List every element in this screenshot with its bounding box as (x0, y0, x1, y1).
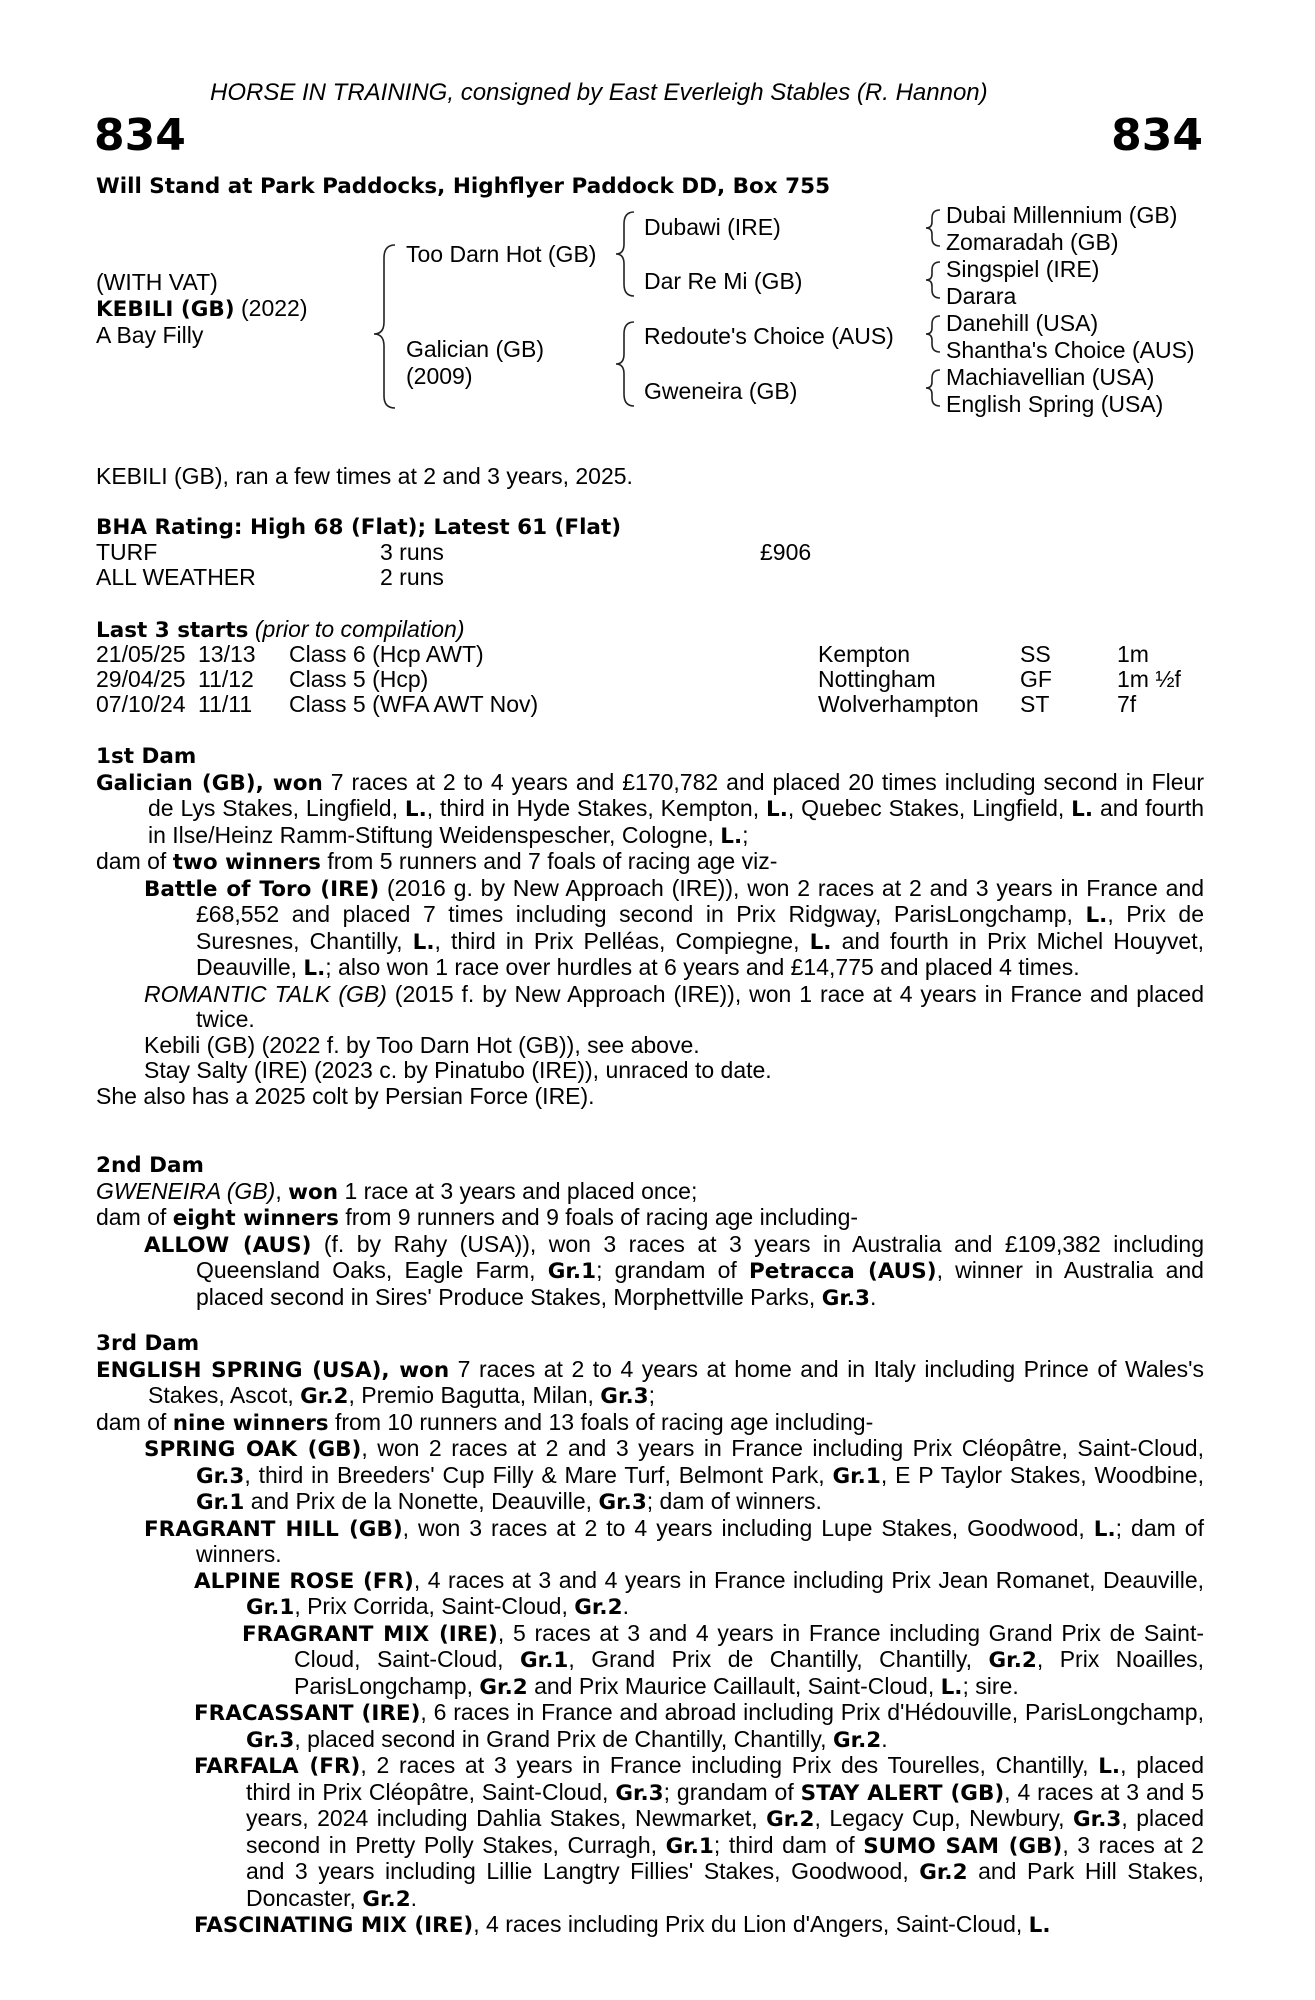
produce-record (96, 1232, 1204, 1312)
pedigree-sire-dam: Dar Re Mi (GB) (644, 268, 803, 294)
third-dam-heading: 3rd Dam (96, 1331, 200, 1356)
text-run: . (870, 1283, 877, 1310)
text-run: Gr.3 (598, 1490, 647, 1515)
text-run: , Prix de Suresnes, Chantilly, (196, 901, 1204, 954)
horse-year: (2022) (234, 295, 308, 321)
text-run: . (622, 1593, 629, 1619)
first-dam-section (96, 744, 1204, 1109)
text-run: two winners (172, 850, 321, 875)
text-run: , 4 races including Prix du Lion d'Angers, Saint-Cloud, (473, 1911, 1029, 1937)
text-run: from 5 runners and 7 foals of racing age viz- (320, 848, 778, 874)
text-run: , won 2 races at 2 and 3 years in France including Prix Cléopâtre, Saint-Cloud, (361, 1435, 1204, 1461)
text-run: , 3 races at 2 and 3 years including Lillie Langtry Fillies' Stakes, Goodwood, (246, 1831, 1204, 1884)
horse-description: A Bay Filly (96, 322, 204, 348)
brace-sire (616, 212, 634, 296)
text-run: 7 races at 2 to 4 years and £170,782 and placed 20 times including second in Fleur de Lys Stakes, Lingfield, (148, 768, 1204, 821)
dam-paragraph (96, 1357, 1204, 1410)
text-run: L. (303, 956, 326, 981)
dam-paragraph (96, 1410, 1204, 1437)
produce-record (96, 1568, 1204, 1621)
text-run: , 2 races at 3 years in France including Prix des Tourelles, Chantilly, (360, 1752, 1099, 1778)
text-run: L. (940, 1674, 963, 1700)
pedigree-dam-dam: Gweneira (GB) (644, 378, 798, 404)
text-run: ; third dam of (713, 1831, 864, 1858)
produce-record (96, 1621, 1204, 1701)
start-class: Class 5 (Hcp) (289, 666, 429, 692)
text-run: FRAGRANT HILL (GB) (144, 1516, 403, 1542)
start-distance: 7f (1117, 691, 1137, 717)
start-position: 11/12 (198, 666, 254, 692)
text-run: eight winners (172, 1206, 339, 1231)
pedigree-dsd: Shantha's Choice (AUS) (946, 337, 1195, 363)
pedigree-dds: Machiavellian (USA) (946, 364, 1155, 390)
second-dam-section (96, 1153, 1204, 1311)
text-run: dam of (96, 1204, 173, 1230)
brace-ds (926, 316, 940, 352)
text-run: Battle of Toro (IRE) (144, 876, 380, 902)
start-distance: 1m ½f (1117, 666, 1181, 692)
text-run: L. (1093, 1516, 1116, 1542)
start-class: Class 6 (Hcp AWT) (289, 641, 484, 667)
text-run: , 4 races at 3 and 5 years, 2024 including Dahlia Stakes, Newmarket, (246, 1778, 1204, 1831)
text-run: , Prix Noailles, ParisLongchamp, (294, 1646, 1205, 1699)
third-dam-section (96, 1331, 1204, 1939)
pedigree-ssd: Zomaradah (GB) (946, 229, 1119, 255)
lot-number-left: 834 (94, 110, 186, 161)
pedigree-dam-sire: Redoute's Choice (AUS) (644, 323, 894, 349)
text-run: L. (1071, 797, 1094, 822)
text-run: ; dam of winners. (646, 1488, 822, 1514)
rating-row-surface: TURF (96, 539, 158, 565)
brace-ss (926, 210, 940, 246)
text-run: and fourth in Prix Michel Houyvet, Deauville, (196, 927, 1204, 980)
text-run: , third in Prix Pelléas, Compiegne, (434, 927, 810, 954)
text-run: (f. by Rahy (USA)), won 3 races at 3 years in Australia and £109,382 including Queensland Oaks, Eagle Farm, (196, 1230, 1205, 1283)
produce-record (96, 1912, 1204, 1939)
text-run: 7 races at 2 to 4 years at home and in Italy including Prince of Wales's Stakes, Ascot, (148, 1355, 1204, 1408)
lot-number-right: 834 (1111, 110, 1203, 161)
text-run: . (881, 1725, 888, 1752)
pedigree-sdd: Darara (946, 283, 1017, 309)
start-position: 13/13 (198, 641, 256, 667)
text-run: Gr.3 (246, 1727, 295, 1753)
pedigree-ddd: English Spring (USA) (946, 391, 1164, 417)
start-date: 29/04/25 (96, 666, 186, 692)
dam-paragraph (96, 1205, 1204, 1232)
text-run: and fourth in Ilse/Heinz Ramm-Stiftung Weidenspescher, Cologne, (148, 795, 1205, 848)
text-run: nine winners (172, 1410, 329, 1436)
text-run: Gr.2 (988, 1648, 1037, 1673)
text-run: Gr.3 (196, 1463, 245, 1489)
second-dam-heading: 2nd Dam (96, 1153, 204, 1178)
text-run: (2016 g. by New Approach (IRE)), won 2 races at 2 and 3 years in France and £68,552 and placed 7 times including second in Prix Ridgway, ParisLongchamp, (196, 874, 1204, 927)
text-run: , placed second in Pretty Polly Stakes, Curragh, (246, 1805, 1205, 1858)
text-run: FRACASSANT (IRE) (194, 1701, 421, 1726)
produce-record (96, 982, 1204, 1033)
text-run: , Grand Prix de Chantilly, Chantilly, (568, 1646, 989, 1672)
text-run: (2015 f. by New Approach (IRE)), won 1 race at 4 years in France and placed twice. (196, 980, 1204, 1032)
text-run: L. (720, 823, 743, 849)
text-run: . (410, 1884, 418, 1911)
start-course: Kempton (818, 641, 911, 667)
produce-record (96, 1436, 1204, 1516)
pedigree-sire-sire: Dubawi (IRE) (644, 214, 781, 240)
text-run: , placed third in Prix Cléopâtre, Saint-Cloud, (246, 1752, 1204, 1805)
text-run: Gr.3 (821, 1285, 871, 1311)
start-course: Nottingham (818, 666, 936, 692)
produce-record (96, 1058, 1204, 1084)
text-run: Galician (GB), won (96, 770, 323, 796)
starts-heading: Last 3 starts (96, 618, 249, 643)
rating-row-runs: 2 runs (380, 564, 444, 590)
text-run: Gr.2 (300, 1384, 349, 1409)
text-run: ; sire. (962, 1672, 1019, 1699)
text-run: ; (742, 821, 749, 848)
text-run: Gr.2 (362, 1886, 411, 1912)
produce-record (96, 1700, 1204, 1753)
text-run: , 6 races in France and abroad including Prix d'Hédouville, ParisLongchamp, (420, 1699, 1204, 1725)
text-run: Gr.2 (574, 1595, 623, 1620)
text-run: dam of (96, 848, 173, 874)
text-run: Gr.3 (615, 1780, 664, 1806)
text-run: , third in Breeders' Cup Filly & Mare Turf, Belmont Park, (244, 1461, 833, 1488)
text-run: SUMO SAM (GB) (863, 1833, 1063, 1859)
text-run: Gr.1 (665, 1833, 714, 1859)
text-run: L. (1028, 1913, 1051, 1938)
text-run: L. (1085, 903, 1108, 928)
text-run: , E P Taylor Stakes, Woodbine, (880, 1461, 1204, 1488)
text-run: L. (766, 797, 788, 822)
text-run: Gr.2 (832, 1727, 882, 1753)
text-run: GWENEIRA (GB) (96, 1177, 276, 1204)
pedigree-sss: Dubai Millennium (GB) (946, 202, 1178, 228)
text-run: , Prix Corrida, Saint-Cloud, (294, 1593, 575, 1619)
text-run: , Premio Bagutta, Milan, (348, 1382, 601, 1408)
text-run: ROMANTIC TALK (GB) (144, 980, 387, 1007)
text-run: Gr.3 (1073, 1807, 1122, 1832)
pedigree-sds: Singspiel (IRE) (946, 256, 1100, 282)
rating-heading: BHA Rating: High 68 (Flat); Latest 61 (Flat) (96, 515, 622, 540)
text-run: Gr.1 (246, 1595, 295, 1620)
text-run: Petracca (AUS) (748, 1259, 937, 1284)
produce-note (96, 1084, 1204, 1110)
text-run: , Legacy Cup, Newbury, (814, 1805, 1074, 1831)
text-run: L. (809, 929, 832, 955)
text-run: L. (412, 929, 435, 955)
stand-location: Will Stand at Park Paddocks, Highflyer Paddock DD, Box 755 (96, 174, 831, 199)
text-run: ; grandam of (663, 1778, 801, 1805)
start-going: GF (1020, 666, 1052, 692)
text-run: and Park Hill Stakes, Doncaster, (246, 1858, 1205, 1911)
text-run: L. (404, 797, 427, 822)
text-run: STAY ALERT (GB) (800, 1780, 1005, 1806)
starts-note: (prior to compilation) (248, 616, 465, 642)
produce-record (96, 1033, 1204, 1059)
start-distance: 1m (1117, 641, 1149, 667)
text-run: ALPINE ROSE (FR) (194, 1568, 414, 1594)
brace-main (374, 245, 395, 408)
start-class: Class 5 (WFA AWT Nov) (289, 691, 539, 717)
text-run: and Prix Maurice Caillault, Saint-Cloud, (527, 1672, 941, 1699)
first-dam-heading: 1st Dam (96, 744, 197, 769)
text-run: from 9 runners and 9 foals of racing age including- (338, 1204, 859, 1230)
text-run: won (288, 1179, 339, 1205)
text-run: , won 3 races at 2 to 4 years including Lupe Stakes, Goodwood, (402, 1514, 1094, 1541)
text-run: ALLOW (AUS) (144, 1232, 312, 1258)
text-run: FASCINATING MIX (IRE) (194, 1913, 474, 1938)
text-run: ; dam of winners. (196, 1514, 1204, 1567)
text-run: dam of (96, 1408, 173, 1435)
text-run: Gr.1 (832, 1463, 881, 1489)
produce-record (96, 1516, 1204, 1568)
text-run: from 10 runners and 13 foals of racing age including- (328, 1408, 874, 1435)
text-run: , (275, 1177, 289, 1204)
text-run: , 5 races at 3 and 4 years in France including Grand Prix de Saint-Cloud, Saint-Cloud, (294, 1619, 1204, 1672)
starts-heading-line (96, 617, 465, 644)
brace-dam (616, 322, 634, 406)
text-run: , 4 races at 3 and 4 years in France including Prix Jean Romanet, Deauville, (413, 1566, 1205, 1593)
start-position: 11/11 (198, 691, 253, 717)
rating-row-earnings: £906 (760, 539, 812, 565)
text-run: Gr.1 (547, 1259, 597, 1284)
catalogue-header: HORSE IN TRAINING, consigned by East Everleigh Stables (R. Hannon) (210, 79, 988, 106)
rating-row-runs: 3 runs (380, 539, 444, 565)
text-run: She also has a 2025 colt by Persian Force (IRE). (96, 1082, 595, 1109)
text-run: , placed second in Grand Prix de Chantilly, Chantilly, (294, 1725, 833, 1752)
text-run: FARFALA (FR) (194, 1754, 361, 1779)
brace-sd (926, 262, 940, 298)
text-run: ; grandam of (596, 1257, 749, 1283)
horse-name: KEBILI (GB) (96, 297, 235, 322)
produce-record (96, 1753, 1204, 1912)
text-run: and Prix de la Nonette, Deauville, (244, 1488, 599, 1514)
text-run: , winner in Australia and placed second in Sires' Produce Stakes, Morphettville Parks, (196, 1257, 1204, 1310)
dam-paragraph (96, 1179, 1204, 1206)
text-run: ; (648, 1382, 655, 1408)
produce-record (96, 876, 1204, 982)
start-date: 07/10/24 (96, 691, 186, 717)
brace-dd (926, 370, 940, 406)
start-going: ST (1020, 691, 1050, 717)
text-run: Kebili (GB) (2022 f. by Too Darn Hot (GB)), see above. (144, 1031, 700, 1058)
text-run: 1 race at 3 years and placed once; (338, 1177, 698, 1204)
text-run: SPRING OAK (GB) (144, 1437, 362, 1462)
text-run: Gr.3 (600, 1384, 649, 1409)
text-run: Gr.1 (520, 1648, 569, 1673)
text-run: Gr.2 (919, 1860, 968, 1885)
text-run: Gr.1 (196, 1490, 245, 1515)
text-run: FRAGRANT MIX (IRE) (242, 1621, 498, 1647)
dam-paragraph (96, 849, 1204, 876)
text-run: Stay Salty (IRE) (2023 c. by Pinatubo (IRE)), unraced to date. (144, 1057, 772, 1083)
text-run: ; also won 1 race over hurdles at 6 years and £14,775 and placed 4 times. (325, 954, 1080, 980)
text-run: L. (1098, 1754, 1121, 1779)
pedigree-sire: Too Darn Hot (GB) (406, 241, 597, 267)
text-run: , third in Hyde Stakes, Kempton, (426, 795, 766, 821)
text-run: Gr.2 (479, 1674, 528, 1700)
dam-paragraph (96, 770, 1204, 850)
rating-row-surface: ALL WEATHER (96, 564, 256, 590)
text-run: , Quebec Stakes, Lingfield, (787, 795, 1072, 821)
text-run: Gr.2 (766, 1807, 815, 1832)
start-going: SS (1020, 641, 1051, 667)
pedigree-dam-year: (2009) (406, 363, 473, 389)
pedigree-dss: Danehill (USA) (946, 310, 1099, 336)
race-summary: KEBILI (GB), ran a few times at 2 and 3 years, 2025. (96, 463, 633, 489)
start-course: Wolverhampton (818, 691, 979, 717)
text-run: ENGLISH SPRING (USA), won (96, 1357, 450, 1383)
vat-note: (WITH VAT) (96, 269, 218, 295)
start-date: 21/05/25 (96, 641, 186, 667)
pedigree-dam: Galician (GB) (406, 336, 545, 362)
